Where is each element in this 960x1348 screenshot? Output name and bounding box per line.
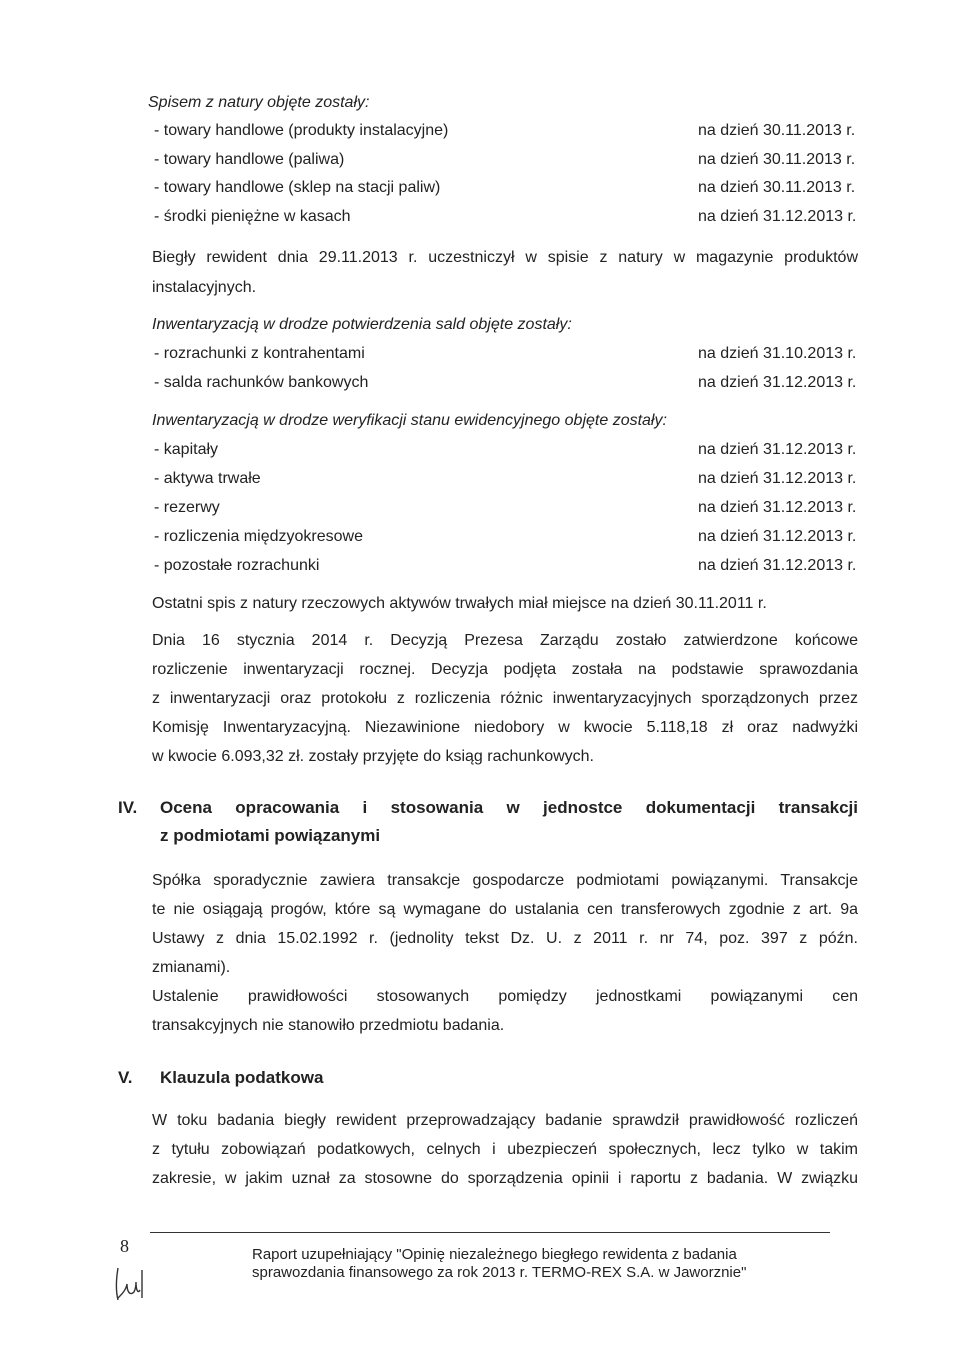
- spis-item: [154, 122, 870, 146]
- spis-heading: Spisem z natury objęte zostały:: [148, 94, 370, 111]
- ostatni-spis: Ostatni spis z natury rzeczowych aktywów trwałych miał miejsce na dzień 30.11.2011 r.: [152, 595, 767, 612]
- weryfikacja-heading: Inwentaryzacją w drodze weryfikacji stanu ewidencyjnego objęte zostały:: [152, 412, 667, 429]
- footer-text: [252, 1246, 746, 1282]
- spis-item-label: - towary handlowe (produkty instalacyjne): [154, 122, 449, 139]
- section-iv-paragraph-1: [152, 866, 858, 982]
- section-v-paragraph: [152, 1106, 858, 1193]
- footer-divider: [150, 1232, 830, 1233]
- spis-item-label: - towary handlowe (paliwa): [154, 151, 345, 168]
- weryfikacja-item-date: na dzień 31.12.2013 r.: [698, 557, 857, 574]
- spis-item: [154, 151, 870, 175]
- footer-line-2: sprawozdania finansowego za rok 2013 r. TERMO-REX S.A. w Jaworznie": [252, 1264, 747, 1281]
- weryfikacja-item-date: na dzień 31.12.2013 r.: [698, 470, 857, 487]
- weryfikacja-item-label: - aktywa trwałe: [154, 470, 261, 487]
- section-iv-line: Spółka sporadycznie zawiera transakcje gospodarcze podmiotami powiązanymi. Transakcje: [152, 872, 858, 889]
- potwierdzenia-heading: Inwentaryzacją w drodze potwierdzenia sald objęte zostały:: [152, 316, 572, 333]
- section-v-line: zakresie, w jakim uznał za stosowne do sporządzenia opinii i raportu z badania. W związku: [152, 1170, 858, 1187]
- section-v-title: Klauzula podatkowa: [160, 1068, 324, 1087]
- weryfikacja-item: [154, 557, 870, 581]
- section-iv-line: transakcyjnych nie stanowiło przedmiotu badania.: [152, 1017, 505, 1034]
- potwierdzenia-item-date: na dzień 31.10.2013 r.: [698, 345, 857, 362]
- decyzja-line: z inwentaryzacji oraz protokołu z rozliczenia różnic inwentaryzacyjnych sporządzonych przez: [152, 690, 858, 707]
- decyzja-line: Komisję Inwentaryzacyjną. Niezawinione niedobory w kwocie 5.118,18 zł oraz nadwyżki: [152, 719, 858, 736]
- weryfikacja-item-date: na dzień 31.12.2013 r.: [698, 499, 857, 516]
- page-number: 8: [120, 1236, 129, 1256]
- spis-item-date: na dzień 30.11.2013 r.: [698, 179, 856, 196]
- section-iv-number: IV.: [118, 798, 138, 817]
- initials-signature: [112, 1262, 148, 1306]
- section-iv-line: zmianami).: [152, 959, 231, 976]
- weryfikacja-item: [154, 470, 870, 494]
- decyzja-line: w kwocie 6.093,32 zł. zostały przyjęte do ksiąg rachunkowych.: [152, 748, 594, 765]
- weryfikacja-item-date: na dzień 31.12.2013 r.: [698, 441, 857, 458]
- potwierdzenia-item-label: - salda rachunków bankowych: [154, 374, 369, 391]
- spis-item-date: na dzień 31.12.2013 r.: [698, 208, 857, 225]
- potwierdzenia-item: [154, 345, 870, 369]
- spis-item-date: na dzień 30.11.2013 r.: [698, 151, 856, 168]
- section-iv-title-line-2: z podmiotami powiązanymi: [160, 826, 381, 845]
- weryfikacja-item: [154, 528, 870, 552]
- weryfikacja-item: [154, 499, 870, 523]
- section-iv-line: Ustawy z dnia 15.02.1992 r. (jednolity tekst Dz. U. z 2011 r. nr 74, poz. 397 z późn.: [152, 930, 858, 947]
- section-iv-title-line-1: Ocena opracowania i stosowania w jednostce dokumentacji transakcji: [160, 798, 858, 817]
- decyzja-paragraph: [152, 626, 858, 771]
- spis-item-date: na dzień 30.11.2013 r.: [698, 122, 856, 139]
- section-v-line: z tytułu zobowiązań podatkowych, celnych i ubezpieczeń społecznych, lecz tylko w takim: [152, 1141, 858, 1158]
- spis-item-label: - towary handlowe (sklep na stacji paliw): [154, 179, 441, 196]
- biegly-line-2: instalacyjnych.: [152, 279, 257, 296]
- weryfikacja-item-label: - kapitały: [154, 441, 219, 458]
- section-v-number: V.: [118, 1068, 133, 1087]
- spis-item-label: - środki pieniężne w kasach: [154, 208, 351, 225]
- section-iv-line: te nie osiągają progów, które są wymagane do ustalania cen transferowych zgodnie z art. 9a: [152, 901, 858, 918]
- biegly-line-1: Biegły rewident dnia 29.11.2013 r. uczestniczył w spisie z natury w magazynie produktów: [152, 249, 858, 266]
- weryfikacja-item-label: - rezerwy: [154, 499, 220, 516]
- weryfikacja-item-label: - rozliczenia międzyokresowe: [154, 528, 363, 545]
- weryfikacja-item-date: na dzień 31.12.2013 r.: [698, 528, 857, 545]
- section-v-line: W toku badania biegły rewident przeprowadzający badanie sprawdził prawidłowość rozliczeń: [152, 1112, 858, 1129]
- potwierdzenia-item-label: - rozrachunki z kontrahentami: [154, 345, 365, 362]
- spis-item: [154, 179, 870, 203]
- decyzja-line: rozliczenie inwentaryzacji rocznej. Decyzja podjęta została na podstawie sprawozdania: [152, 661, 858, 678]
- weryfikacja-item-label: - pozostałe rozrachunki: [154, 557, 320, 574]
- potwierdzenia-item: [154, 374, 870, 398]
- section-iv-paragraph-2: [152, 982, 858, 1040]
- weryfikacja-item: [154, 441, 870, 465]
- potwierdzenia-item-date: na dzień 31.12.2013 r.: [698, 374, 857, 391]
- footer-line-1: Raport uzupełniający "Opinię niezależnego biegłego rewidenta z badania: [252, 1246, 737, 1263]
- spis-item: [154, 208, 870, 232]
- section-iv-line: Ustalenie prawidłowości stosowanych pomiędzy jednostkami powiązanymi cen: [152, 988, 858, 1005]
- decyzja-line: Dnia 16 stycznia 2014 r. Decyzją Prezesa Zarządu zostało zatwierdzone końcowe: [152, 632, 858, 649]
